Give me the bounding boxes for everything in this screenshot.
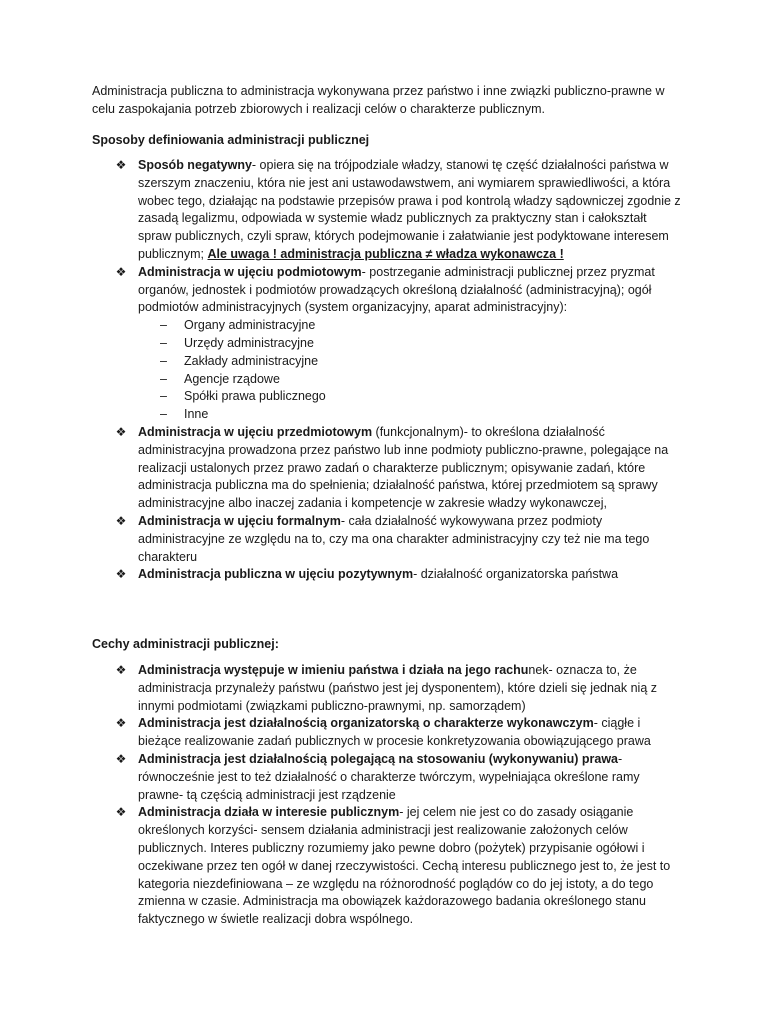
dash-icon: –: [160, 318, 167, 333]
definitions-list: [92, 157, 682, 584]
list-item: [92, 157, 682, 264]
dash-icon: –: [160, 407, 167, 422]
item-term: Administracja w ujęciu przedmiotowym: [138, 424, 373, 439]
features-list: [92, 662, 682, 929]
sub-item-text: Agencje rządowe: [184, 371, 280, 386]
dash-icon: –: [160, 371, 167, 386]
dash-icon: –: [160, 353, 167, 368]
bullet-icon: ❖: [115, 513, 127, 528]
item-text: - działalność organizatorska państwa: [413, 567, 619, 582]
list-item: [92, 513, 682, 566]
item-text: nek- oznacza to, że administracja przynależy państwu (państwo jest jej dysponentem), które dzieli się jednak nią z innymi podmiotami (związkami publiczno-prawnymi, np. samorządem): [138, 663, 658, 713]
item-term: Administracja działa w interesie publicznym: [138, 805, 400, 820]
bullet-icon: ❖: [115, 424, 127, 439]
bullet-icon: ❖: [115, 158, 127, 172]
section-heading-definitions: Sposoby definiowania administracji publicznej: [92, 133, 370, 147]
item-term: Administracja jest działalnością organizatorską o charakterze wykonawczym: [138, 716, 594, 731]
list-item: [92, 804, 682, 929]
bullet-icon: ❖: [115, 567, 127, 582]
item-text: - cała działalność wykowywana przez podmioty administracyjne ze względu na to, czy ma ona charakter administracyjny czy też nie ma tego charakteru: [138, 513, 650, 564]
item-text: - opiera się na trójpodziale władzy, stanowi tę część działalności państwa w szerszym znaczeniu, która nie jest ani ustawodawstwem, ani wymiarem sprawiedliwości, a która wobec tego, działając na podstawie przepisów prawa i pod kontrolą władzy sądowniczej zgodnie z zasadą legalizmu, odpowiada w systemie władz publicznych za praktyczny stan i całokształt spraw publicznych, czyli spraw, których podejmowanie i załatwianie jest podyktowane interesem publicznym;: [138, 158, 681, 261]
sub-item-text: Organy administracyjne: [184, 318, 316, 333]
item-term: Administracja w ujęciu podmiotowym: [138, 264, 362, 279]
dash-icon: –: [160, 335, 167, 350]
list-item: [92, 715, 682, 751]
sub-item-text: Urzędy administracyjne: [184, 335, 314, 350]
bullet-icon: ❖: [115, 805, 127, 820]
item-term: Administracja publiczna w ujęciu pozytywnym: [138, 567, 414, 582]
sub-item-text: Spółki prawa publicznego: [184, 389, 326, 404]
intro-paragraph: Administracja publiczna to administracja wykonywana przez państwo i inne związki publiczno-prawne w celu zaspokajania potrzeb zbiorowych i realizacji celów o charakterze publicznym.: [92, 84, 665, 116]
list-item: [92, 424, 682, 513]
item-emphasis: Ale uwaga ! administracja publiczna ≠ władza wykonawcza !: [207, 246, 564, 261]
sub-list-item: [138, 353, 682, 371]
bullet-icon: ❖: [115, 716, 127, 731]
list-item: [92, 751, 682, 804]
sub-list-item: [138, 388, 682, 406]
bullet-icon: ❖: [115, 663, 127, 677]
sub-list-item: [138, 406, 682, 424]
item-text: (funkcjonalnym)- to określona działalność administracyjna prowadzona przez państwo lub inne podmioty publiczno-prawne, polegające na realizacji ustalonych przez prawo zadań o charakterze publicznym; opisywanie zadań, które administracja publiczna ma do spełnienia; działalność państwa, której przedmiotem są sprawy administracyjne albo inaczej zadania i kompetencje w zakresie władzy wykonawczej,: [138, 424, 669, 511]
sub-item-text: Zakłady administracyjne: [184, 353, 319, 368]
list-item: [92, 264, 682, 424]
section-heading-features: Cechy administracji publicznej:: [92, 637, 279, 651]
dash-icon: –: [160, 389, 167, 404]
item-text: - jej celem nie jest co do zasady osiąganie określonych korzyści- sensem działania administracji jest realizowanie założonych celów publicznych. Interes publiczny rozumiemy jako pewne dobro (pożytek) przypisanie ogółowi i oczekiwane przez ten ogół w danej rzeczywistości. Cechą interesu publicznego jest to, że jest to kategoria niezdefiniowana – ze względu na różnorodność poglądów co do jej istoty, a do tego zmienna w czasie. Administracja ma obowiązek każdorazowego badania określonego stanu faktycznego w świetle realizacji dobra wspólnego.: [138, 805, 671, 927]
sub-list: [138, 317, 682, 424]
item-text: - postrzeganie administracji publicznej przez pryzmat organów, jednostek i podmiotów prowadzących określoną działalność (administracyjną); ogół podmiotów administracyjnych (system organizacyjny, aparat administracyjny):: [138, 264, 655, 315]
bullet-icon: ❖: [115, 264, 127, 279]
item-term: Administracja występuje w imieniu państwa i działa na jego rachu: [138, 663, 529, 677]
sub-list-item: [138, 371, 682, 389]
item-text: - równocześnie jest to też działalność o charakterze twórczym, wypełniająca określone ramy prawne- tą częścią administracji jest rządzenie: [138, 751, 640, 802]
item-term: Administracja w ujęciu formalnym: [138, 513, 341, 528]
item-term: Sposób negatywny: [138, 158, 252, 172]
list-item: [92, 566, 682, 584]
bullet-icon: ❖: [115, 751, 127, 766]
item-text: - ciągłe i bieżące realizowanie zadań publicznych w procesie konkretyzowania obowiązującego prawa: [138, 716, 651, 749]
item-term: Administracja jest działalnością polegającą na stosowaniu (wykonywaniu) prawa: [138, 751, 618, 766]
list-item: [92, 662, 682, 715]
sub-list-item: [138, 335, 682, 353]
sub-item-text: Inne: [184, 407, 209, 422]
sub-list-item: [138, 317, 682, 335]
